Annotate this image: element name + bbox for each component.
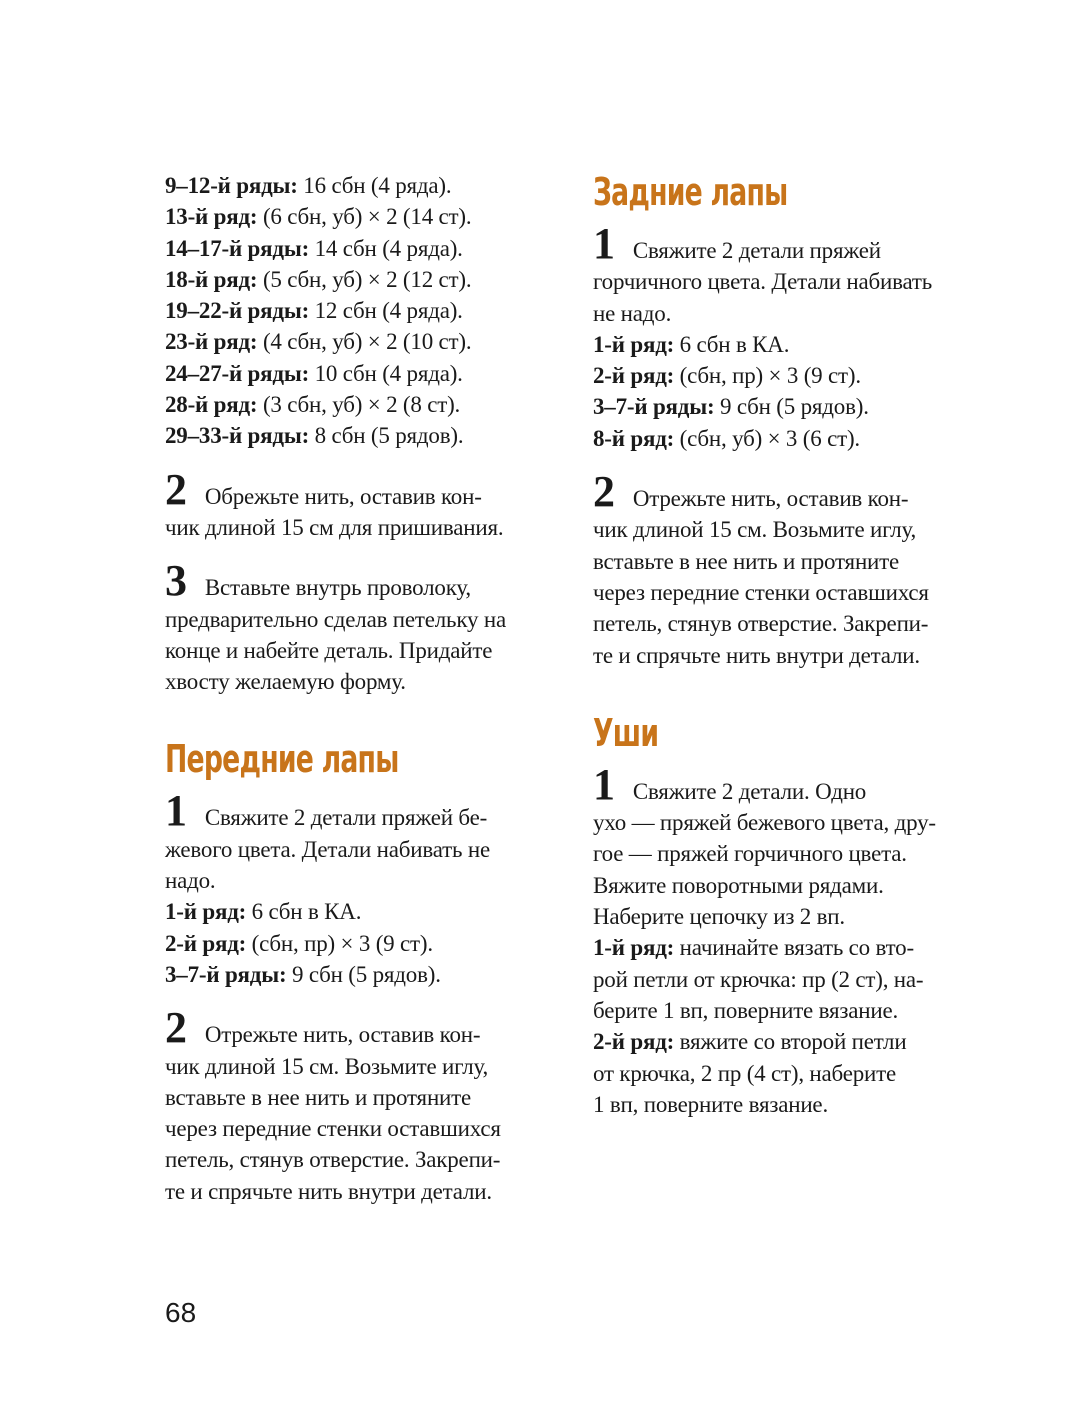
step-text: Вяжите поворотными рядами. xyxy=(593,872,884,898)
row-label: 8-й ряд: xyxy=(593,425,675,451)
step-text: Обрежьте нить, оставив кон- xyxy=(204,483,482,509)
section-heading: Уши xyxy=(593,710,659,755)
spacer xyxy=(593,454,993,476)
step-number: 1 xyxy=(593,759,615,809)
left-column xyxy=(165,170,565,1207)
row-label: 18-й ряд: xyxy=(165,266,258,292)
row-text: (5 сбн, уб) × 2 (12 ст). xyxy=(257,266,472,292)
step-text: Свяжите 2 детали пряжей xyxy=(632,238,881,263)
step-text: жевого цвета. Детали набивать не xyxy=(165,836,490,862)
step-text: чик длиной 15 см для пришивания. xyxy=(165,514,504,540)
step-text: Отрежьте нить, оставив кон- xyxy=(204,1022,481,1048)
row-text: (4 сбн, уб) × 2 (10 ст). xyxy=(257,329,472,355)
row-line xyxy=(165,264,565,295)
row-label: 3–7-й ряды: xyxy=(165,961,287,987)
step-text: Вставьте внутрь проволоку, xyxy=(204,575,471,601)
step-text: гое — пряжей горчичного цвета. xyxy=(593,841,907,867)
row-label: 9–12-й ряды: xyxy=(165,173,298,198)
row-text: 9 сбн (5 рядов). xyxy=(286,961,441,987)
row-text: 9 сбн (5 рядов). xyxy=(714,394,869,420)
page-number: 68 xyxy=(165,1297,197,1328)
step-number: 2 xyxy=(165,464,187,514)
row-text: (сбн, пр) × 3 (9 ст). xyxy=(246,930,433,956)
section-heading: Задние лапы xyxy=(593,170,788,214)
step-text: через передние стенки оставшихся xyxy=(165,1116,501,1142)
row-text: 10 сбн (4 ряда). xyxy=(309,360,463,386)
step-text: горчичного цвета. Детали набивать xyxy=(593,269,933,295)
row-text: (сбн, уб) × 3 (6 ст). xyxy=(674,425,860,451)
step-text: вставьте в нее нить и протяните xyxy=(165,1084,472,1110)
step-text: Отрежьте нить, оставив кон- xyxy=(632,486,909,512)
step-line xyxy=(165,786,565,836)
row-label: 1-й ряд: xyxy=(593,331,675,357)
row-line xyxy=(165,389,565,420)
row-label: 29–33-й ряды: xyxy=(165,423,310,449)
row-text: от крючка, 2 пр (4 ст), наберите xyxy=(593,1060,897,1086)
row-text: (сбн, пр) × 3 (9 ст). xyxy=(674,363,861,389)
row-line xyxy=(593,932,993,963)
row-label: 14–17-й ряды: xyxy=(165,235,310,261)
row-text: 6 сбн в КА. xyxy=(674,331,790,357)
step-text: хвосту желаемую форму. xyxy=(165,669,406,695)
row-label: 24–27-й ряды: xyxy=(165,360,310,386)
step-number: 2 xyxy=(165,1003,187,1053)
row-line xyxy=(165,233,565,264)
row-line xyxy=(593,1026,993,1057)
row-label: 2-й ряд: xyxy=(165,930,247,956)
row-text: берите 1 вп, поверните вязание. xyxy=(593,997,899,1023)
row-label: 1-й ряд: xyxy=(593,935,675,961)
step-text: надо. xyxy=(165,868,216,894)
row-line xyxy=(165,358,565,389)
step-text: чик длиной 15 см. Возьмите иглу, xyxy=(593,517,917,543)
spacer xyxy=(165,452,565,474)
step-text: конце и набейте деталь. Придайте xyxy=(165,637,493,663)
step-text: Наберите цепочку из 2 вп. xyxy=(593,904,845,930)
right-column xyxy=(593,170,993,1120)
spacer xyxy=(165,697,565,737)
step-number: 3 xyxy=(165,556,187,606)
row-line xyxy=(165,896,565,927)
tail-step-3 xyxy=(165,556,565,697)
step-text: вставьте в нее нить и протяните xyxy=(593,548,900,574)
row-text: рой петли от крючка: пр (2 ст), на- xyxy=(593,966,924,992)
row-label: 19–22-й ряды: xyxy=(165,298,310,324)
row-line xyxy=(165,420,565,451)
tail-step-2 xyxy=(165,464,565,544)
step-text: Свяжите 2 детали пряжей бе- xyxy=(204,805,488,831)
row-line xyxy=(165,295,565,326)
row-text: начинайте вязать со вто- xyxy=(674,935,914,961)
step-text: предварительно сделав петельку на xyxy=(165,606,506,632)
tail-rows xyxy=(165,170,565,452)
step-text: те и спрячьте нить внутри детали. xyxy=(593,642,920,668)
spacer xyxy=(165,990,565,1012)
step-text: ухо — пряжей бежевого цвета, дру- xyxy=(593,810,936,836)
row-label: 2-й ряд: xyxy=(593,1029,675,1055)
step-line xyxy=(165,1003,565,1053)
row-label: 13-й ряд: xyxy=(165,204,258,230)
section-heading: Передние лапы xyxy=(165,737,399,782)
step-text: петель, стянув отверстие. Закрепи- xyxy=(593,611,929,637)
row-label: 3–7-й ряды: xyxy=(593,394,715,420)
spacer xyxy=(593,671,993,711)
step-text: чик длиной 15 см. Возьмите иглу, xyxy=(165,1053,489,1079)
step-line xyxy=(165,556,565,606)
row-text: 14 сбн (4 ряда). xyxy=(309,235,463,261)
row-line xyxy=(165,170,565,201)
step-text: через передние стенки оставшихся xyxy=(593,579,929,605)
step-number: 1 xyxy=(593,219,615,268)
ears-section xyxy=(593,711,993,1120)
row-label: 28-й ряд: xyxy=(165,392,258,418)
row-line xyxy=(165,959,565,990)
row-text: 16 сбн (4 ряда). xyxy=(297,173,452,198)
step-number: 1 xyxy=(165,786,187,836)
row-text: 8 сбн (5 рядов). xyxy=(309,423,464,449)
step-text: петель, стянув отверстие. Закрепи- xyxy=(165,1147,501,1173)
step-text: те и спрячьте нить внутри детали. xyxy=(165,1178,492,1204)
row-line xyxy=(165,201,565,232)
row-line xyxy=(593,360,993,391)
step-line xyxy=(593,467,993,517)
row-text: (3 сбн, уб) × 2 (8 ст). xyxy=(257,392,461,418)
row-text: 1 вп, поверните вязание. xyxy=(593,1091,828,1117)
step-text: Свяжите 2 детали. Одно xyxy=(632,778,867,804)
row-line xyxy=(593,329,993,360)
row-line xyxy=(165,928,565,959)
step-line xyxy=(593,219,993,268)
spacer xyxy=(165,543,565,565)
row-line xyxy=(593,423,993,454)
step-line xyxy=(165,464,565,514)
row-line xyxy=(593,391,993,422)
row-text: 12 сбн (4 ряда). xyxy=(309,298,463,324)
step-line xyxy=(593,759,993,809)
step-number: 2 xyxy=(593,467,615,517)
row-text: вяжите со второй петли xyxy=(674,1029,907,1055)
row-line xyxy=(165,326,565,357)
row-label: 1-й ряд: xyxy=(165,899,247,925)
row-text: (6 сбн, уб) × 2 (14 ст). xyxy=(257,204,472,230)
row-label: 2-й ряд: xyxy=(593,363,675,389)
front-paws-section xyxy=(165,737,565,1207)
row-text: 6 сбн в КА. xyxy=(246,899,362,925)
step-text: не надо. xyxy=(593,300,672,326)
row-label: 23-й ряд: xyxy=(165,329,258,355)
hind-paws-section xyxy=(593,170,993,671)
